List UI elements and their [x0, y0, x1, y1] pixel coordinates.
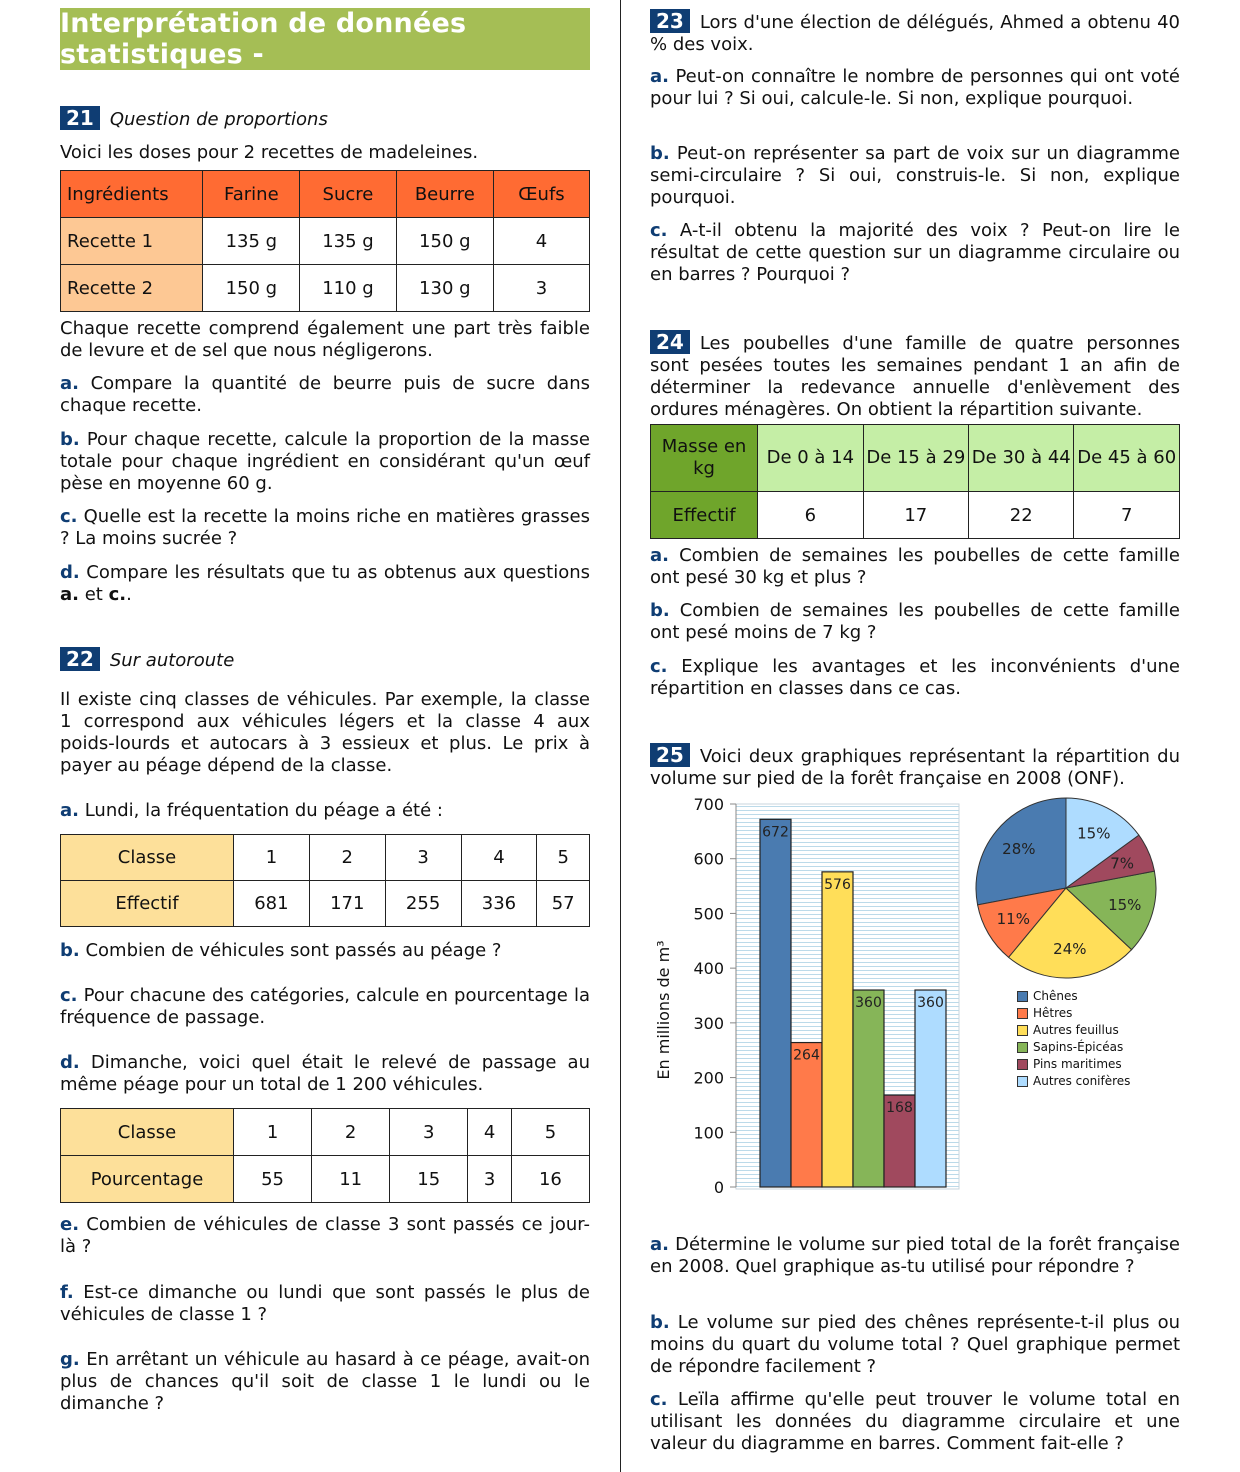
ex22-table2-row [61, 1109, 590, 1156]
ex21-header-cell: Ingrédients [61, 171, 203, 218]
question-text: Dimanche, voici quel était le relevé de passage au même péage pour un total de 1 200 véhicules. [60, 1052, 590, 1095]
legend-swatch [1017, 1059, 1028, 1070]
ex21-after: Chaque recette comprend également une part très faible de levure et de sel que nous négligerons. [60, 318, 590, 361]
legend-item [1017, 1073, 1130, 1090]
question-text: Pour chaque recette, calcule la proportion de la masse totale pour chaque ingrédient en considérant qu'un œuf pèse en moyenne 60 g. [60, 429, 590, 494]
ex22-question-b [60, 940, 590, 962]
ex22-table1-cell: 57 [537, 881, 590, 927]
question-label: a. [650, 545, 669, 566]
question-text: Combien de véhicules de classe 3 sont passés ce jour-là ? [60, 1214, 590, 1257]
bar-1 [791, 1043, 822, 1187]
pie-chart [970, 792, 1170, 982]
ex21-number: 21 [60, 106, 100, 130]
legend-label: Pins maritimes [1033, 1057, 1122, 1071]
ex21-question-b [60, 429, 590, 495]
question-label: a. [60, 373, 79, 394]
ex24-cell: 7 [1074, 492, 1180, 539]
bar-3 [853, 990, 884, 1187]
ex21-cell: 150 g [396, 218, 493, 265]
question-text: Peut-on représenter sa part de voix sur un diagramme semi-circulaire ? Si oui, construis-le. Si non, explique pourquoi. [650, 143, 1180, 208]
legend-item [1017, 988, 1130, 1005]
ex22-table1-row [61, 881, 590, 927]
ex24-head-cell: De 30 à 44 [969, 425, 1074, 492]
ex23-question-a [650, 66, 1180, 110]
ex21-row-label: Recette 2 [61, 265, 203, 312]
legend-swatch [1017, 1076, 1028, 1087]
ex21-row-label: Recette 1 [61, 218, 203, 265]
legend-swatch [1017, 1025, 1028, 1036]
ex22-table1-label: Effectif [61, 881, 234, 927]
ex22-table1-cell: 4 [461, 835, 537, 881]
ex24-cell: 6 [758, 492, 863, 539]
ex21-table-row [61, 218, 590, 265]
ex21-header-cell: Sucre [300, 171, 396, 218]
ex25-question-a [650, 1234, 1180, 1278]
ex23-question-c [650, 220, 1180, 286]
ex22-question-d [60, 1052, 590, 1096]
ex23-number: 23 [650, 9, 690, 33]
bar-value-label: 360 [917, 995, 944, 1012]
ex24-cell: 22 [969, 492, 1074, 539]
ex21-table [60, 170, 590, 312]
ex22-table2-cell: 5 [511, 1109, 589, 1156]
ex22-table-sunday [60, 1108, 590, 1203]
ex22-table2-cell: 2 [312, 1109, 390, 1156]
ex21-intro: Voici les doses pour 2 recettes de madeleines. [60, 142, 479, 163]
ex21-cell: 3 [493, 265, 589, 312]
y-tick-label: 700 [693, 795, 724, 814]
ex21-question-d [60, 562, 590, 606]
ex22-question-g [60, 1349, 590, 1415]
question-label: d. [60, 562, 80, 583]
ex22-table2-label: Classe [61, 1109, 234, 1156]
ex22-table1-row [61, 835, 590, 881]
legend-label: Autres conifères [1033, 1074, 1131, 1088]
ex22-question-a [60, 800, 590, 822]
bar-value-label: 576 [824, 876, 851, 893]
y-tick-label: 500 [693, 904, 724, 924]
ex21-header-cell: Beurre [396, 171, 493, 218]
bar-value-label: 360 [855, 995, 882, 1012]
bar-value-label: 672 [762, 824, 789, 841]
question-label: b. [60, 940, 80, 961]
legend-item [1017, 1022, 1130, 1039]
question-text: Combien de semaines les poubelles de cette famille ont pesé 30 kg et plus ? [650, 545, 1180, 588]
ex24-question-b [650, 600, 1180, 644]
ex22-table2-cell: 4 [468, 1109, 512, 1156]
ex24-table [650, 424, 1180, 539]
question-label: a. [650, 1234, 669, 1255]
ex22-table2-label: Pourcentage [61, 1156, 234, 1203]
question-label: d. [60, 1052, 80, 1073]
question-text: Combien de véhicules sont passés au péage ? [79, 940, 502, 961]
ex22-number: 22 [60, 647, 100, 671]
pie-value-label: 15% [1077, 824, 1111, 843]
question-text: Quelle est la recette la moins riche en matières grasses ? La moins sucrée ? [60, 506, 590, 549]
legend-swatch [1017, 1042, 1028, 1053]
ex25-number: 25 [650, 743, 690, 767]
question-text: Compare les résultats que tu as obtenus aux questions [79, 562, 590, 583]
question-label: b. [650, 143, 670, 164]
bar-value-label: 264 [793, 1047, 820, 1064]
ex22-question-e [60, 1214, 590, 1258]
ex25-question-c [650, 1389, 1180, 1455]
bar-0 [760, 819, 791, 1187]
question-label: f. [60, 1282, 74, 1303]
question-text: Détermine le volume sur pied total de la forêt française en 2008. Quel graphique as-tu utilisé pour répondre ? [650, 1234, 1180, 1277]
page-title [60, 8, 590, 101]
ex22-table2-cell: 1 [234, 1109, 312, 1156]
question-label: c. [650, 220, 668, 241]
ex22-question-c [60, 985, 590, 1029]
ex24-table-head [651, 425, 1180, 492]
legend-swatch [1017, 1008, 1028, 1019]
legend-label: Chênes [1033, 989, 1078, 1003]
question-text: Pour chacune des catégories, calcule en pourcentage la fréquence de passage. [60, 985, 590, 1028]
question-text: Peut-on connaître le nombre de personnes qui ont voté pour lui ? Si oui, calcule-le. Si non, explique pourquoi. [650, 66, 1180, 109]
ex24-question-a [650, 545, 1180, 589]
pie-legend [1017, 988, 1130, 1090]
ex22-table2-cell: 3 [468, 1156, 512, 1203]
ex22-table1-cell: 1 [234, 835, 310, 881]
ex24-intro-text: Les poubelles d'une famille de quatre personnes sont pesées toutes les semaines pendant 1 an afin de déterminer la redevance annuelle d'enlèvement des ordures ménagères. On obtient la répartition suivante. [650, 333, 1180, 420]
question-label: a. [60, 800, 79, 821]
ex21-table-header [61, 171, 590, 218]
legend-item [1017, 1005, 1130, 1022]
ex22-title: Sur autoroute [109, 650, 235, 671]
ex21-cell: 135 g [203, 218, 300, 265]
ex21-cell: 4 [493, 218, 589, 265]
bar-value-label: 168 [886, 1100, 913, 1117]
ex22-table1-cell: 255 [385, 881, 461, 927]
question-label: c. [650, 1389, 668, 1410]
y-tick-label: 0 [713, 1178, 724, 1197]
ex22-table1-label: Classe [61, 835, 234, 881]
ex21-cell: 150 g [203, 265, 300, 312]
question-text: . [126, 584, 132, 605]
pie-value-label: 24% [1053, 940, 1087, 959]
y-tick-label: 600 [693, 849, 724, 869]
ex22-table1-cell: 3 [385, 835, 461, 881]
ex21-title: Question de proportions [109, 109, 328, 130]
ex21-cell: 135 g [300, 218, 396, 265]
ex22-table1-cell: 681 [234, 881, 310, 927]
bar-5 [915, 990, 946, 1187]
y-tick-label: 200 [693, 1068, 724, 1088]
ex23-intro-text: Lors d'une élection de délégués, Ahmed a obtenu 40 % des voix. [650, 12, 1180, 55]
pie-value-label: 28% [1002, 839, 1036, 858]
ex22-question-f [60, 1282, 590, 1326]
ex24-head-cell: De 0 à 14 [758, 425, 863, 492]
ex21-header-cell: Farine [203, 171, 300, 218]
y-tick-label: 300 [693, 1013, 724, 1033]
ex22-table2-cell: 3 [390, 1109, 468, 1156]
question-text: Compare la quantité de beurre puis de sucre dans chaque recette. [60, 373, 590, 416]
ex22-intro: Il existe cinq classes de véhicules. Par exemple, la classe 1 correspond aux véhicules légers et la classe 4 aux poids-lourds et autocars à 3 essieux et plus. Le prix à payer au péage dépend de la classe. [60, 689, 590, 776]
ex24-intro [650, 330, 1180, 421]
ex25-intro-text: Voici deux graphiques représentant la répartition du volume sur pied de la forêt française en 2008 (ONF). [650, 746, 1180, 789]
ex21-question-a [60, 373, 590, 417]
question-text: Combien de semaines les poubelles de cette famille ont pesé moins de 7 kg ? [650, 600, 1180, 643]
question-label: b. [650, 1312, 670, 1333]
legend-label: Sapins-Épicéas [1033, 1040, 1124, 1054]
y-tick-label: 100 [693, 1123, 724, 1143]
ex21-cell: 110 g [300, 265, 396, 312]
ex22-table2-cell: 16 [511, 1156, 589, 1203]
question-label: c. [60, 985, 78, 1006]
pie-value-label: 7% [1110, 854, 1135, 873]
ex24-question-c [650, 656, 1180, 700]
question-text: Leïla affirme qu'elle peut trouver le volume total en utilisant les données du diagramme circulaire et une valeur du diagramme en barres. Comment fait-elle ? [650, 1389, 1180, 1454]
pie-value-label: 15% [1108, 896, 1142, 915]
question-label: b. [60, 429, 80, 450]
y-axis-label: En millions de m³ [654, 940, 673, 1080]
ex22-table2-cell: 55 [234, 1156, 312, 1203]
ex24-row-label: Effectif [651, 492, 758, 539]
question-ref-a: a. [60, 584, 79, 605]
ex21-table-row [61, 265, 590, 312]
bar-2 [822, 872, 853, 1187]
ex24-cell: 17 [863, 492, 968, 539]
ex25-intro [650, 743, 1180, 790]
ex22-table2-cell: 11 [312, 1156, 390, 1203]
ex22-table1-cell: 336 [461, 881, 537, 927]
ex21-header [60, 106, 590, 130]
legend-swatch [1017, 991, 1028, 1002]
question-text: A-t-il obtenu la majorité des voix ? Peut-on lire le résultat de cette question sur un diagramme circulaire ou en barres ? Pourquoi ? [650, 220, 1180, 285]
ex25-question-b [650, 1312, 1180, 1378]
question-text: Le volume sur pied des chênes représente-t-il plus ou moins du quart du volume total ? Quel graphique permet de répondre facilement ? [650, 1312, 1180, 1377]
question-label: c. [650, 656, 668, 677]
column-divider [620, 0, 621, 1472]
ex21-header-cell: Œufs [493, 171, 589, 218]
question-text: En arrêtant un véhicule au hasard à ce péage, avait-on plus de chances qu'il soit de classe 1 le lundi ou le dimanche ? [60, 1349, 590, 1414]
ex24-number: 24 [650, 330, 690, 354]
pie-value-label: 11% [996, 910, 1030, 929]
ex21-cell: 130 g [396, 265, 493, 312]
question-text: Lundi, la fréquentation du péage a été : [78, 800, 443, 821]
legend-item [1017, 1039, 1130, 1056]
ex22-header [60, 647, 590, 671]
question-ref-c: c. [108, 584, 127, 605]
question-label: b. [650, 600, 670, 621]
ex23-question-b [650, 143, 1180, 209]
question-text: Est-ce dimanche ou lundi que sont passés le plus de véhicules de classe 1 ? [60, 1282, 590, 1325]
ex24-head-cell: De 15 à 29 [863, 425, 968, 492]
ex22-table1-cell: 2 [309, 835, 385, 881]
ex21-question-c [60, 506, 590, 550]
ex22-table2-row [61, 1156, 590, 1203]
legend-label: Hêtres [1033, 1006, 1073, 1020]
bar-chart [650, 790, 970, 1210]
question-label: c. [60, 506, 78, 527]
ex24-table-row [651, 492, 1180, 539]
ex24-head-label: Masse en kg [651, 425, 758, 492]
page-title-line2: statistiques - Approfondissements [60, 39, 379, 101]
legend-label: Autres feuillus [1033, 1023, 1119, 1037]
question-text: Explique les avantages et les inconvénients d'une répartition en classes dans ce cas. [650, 656, 1180, 699]
ex23-intro [650, 9, 1180, 56]
question-label: a. [650, 66, 669, 87]
ex22-table1-cell: 5 [537, 835, 590, 881]
question-label: e. [60, 1214, 80, 1235]
legend-item [1017, 1056, 1130, 1073]
question-label: g. [60, 1349, 80, 1370]
ex22-table-monday [60, 834, 590, 927]
y-tick-label: 400 [693, 959, 724, 979]
page-title-line1: Interprétation de données [60, 8, 467, 39]
ex24-head-cell: De 45 à 60 [1074, 425, 1180, 492]
ex22-table1-cell: 171 [309, 881, 385, 927]
ex22-table2-cell: 15 [390, 1156, 468, 1203]
question-text: et [78, 584, 109, 605]
